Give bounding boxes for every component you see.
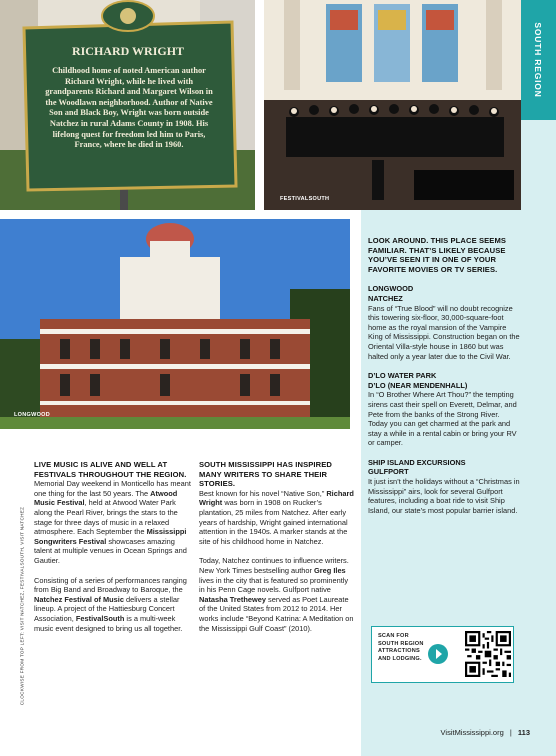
richard-wright-name: Richard Wright bbox=[199, 488, 354, 508]
dlo-title: D’LO WATER PARK bbox=[368, 371, 437, 381]
dlo-place: D’LO (NEAR MENDENHALL) bbox=[368, 380, 468, 390]
ship-island-title: SHIP ISLAND EXCURSIONS bbox=[368, 457, 466, 467]
ship-island-place: GULFPORT bbox=[368, 467, 409, 477]
article-column-music bbox=[34, 460, 192, 633]
photo-longwood-mansion bbox=[0, 219, 350, 429]
longwood-text: Fans of “True Blood” will no doubt recognize this towering six-floor, 30,000-square-foot home as the royal mansion of the Vampire King of Mississippi. Construction began on the Oriental Villa-style house in 1860 but was halted only a year later due to the Civil War. bbox=[368, 303, 520, 361]
footer-separator: | bbox=[509, 728, 512, 737]
photo-richard-wright-marker bbox=[0, 0, 255, 210]
choir-illustration bbox=[264, 0, 521, 210]
article-column-filming bbox=[368, 236, 520, 515]
photo-caption-longwood: LONGWOOD bbox=[14, 412, 51, 418]
writers-paragraph-1: Best known for his novel “Native Son,” Richard Wright was born in 1908 on Rucker’s plantation, 25 miles from Natchez. After early years of hardship, Wright gained international attention in the 1940s. A marker stands at the site of his childhood home in Natchez. bbox=[199, 488, 354, 546]
photo-festivalsouth-choir bbox=[264, 0, 521, 210]
festivalsouth-name: FestivalSouth bbox=[75, 613, 125, 623]
photo-credit: CLOCKWISE FROM TOP LEFT: VISIT NATCHEZ, FESTIVALSOUTH, VISIT NATCHEZ bbox=[19, 506, 25, 706]
dlo-text: In “O Brother Where Art Thou?” the tempting sirens cast their spell on Everett, Delmar, and Pete from the banks of the Strong River. Today you can get charmed at the park and stay a while in a rental cabin or bring your RV or camper. bbox=[368, 390, 517, 448]
filming-heading: LOOK AROUND. THIS PLACE SEEMS FAMILIAR. THAT’S LIKELY BECAUSE YOU’VE SEEN IT IN ONE OF YOUR FAVORITE MOVIES OR TV SERIES. bbox=[368, 236, 507, 274]
atwood-festival-name: Atwood Music Festival bbox=[34, 488, 178, 508]
longwood-place: NATCHEZ bbox=[368, 293, 403, 303]
songwriters-festival-name: Mississippi Songwriters Festival bbox=[34, 527, 187, 546]
music-paragraph-1: Memorial Day weekend in Monticello has meant one thing for the last 50 years. The Atwood Music Festival, held at Atwood Water Park along the Pearl River, brings the stars to the stage for three days of music in a relaxed atmosphere. Each September the Mississippi Songwriters Festival showcases amazing talent at multiple venues in Ocean Springs and Gautier. bbox=[34, 479, 191, 565]
page-number: 113 bbox=[517, 728, 530, 737]
page-footer bbox=[361, 728, 556, 737]
scan-qr-box[interactable] bbox=[371, 626, 514, 683]
longwood-title: LONGWOOD bbox=[368, 284, 414, 294]
marker-text: Childhood home of noted American author Richard Wright, while he lived with grandparents Richard and Margaret Wilson in the Woodlawn neighborhood. Author of Native Son and Black Boy, Wright was born outside Natchez in rural Adams County in 1908. His lifelong quest for freedom led him to Paris, France, where he died in 1960. bbox=[45, 66, 213, 150]
scan-text: SCAN FOR SOUTH REGION ATTRACTIONS AND LODGING. bbox=[378, 633, 424, 662]
natasha-trethewey-name: Natasha Trethewey bbox=[199, 594, 266, 604]
qr-code-icon[interactable] bbox=[465, 631, 511, 677]
section-tab-label: SOUTH REGION bbox=[533, 22, 543, 98]
ship-island-text: It just isn’t the holidays without a “Christmas in Mississippi” airs, look for several Gulfport features, including a boat ride to visit Ship Island, our state’s most popular barrier island. bbox=[368, 477, 520, 515]
music-paragraph-2: Consisting of a series of performances ranging from Big Band and Broadway to Baroque, the Natchez Festival of Music delivers a stellar lineup. A project of the Hattiesburg Concert Association, FestivalSouth is a multi-week music event designed to bring us all together. bbox=[34, 575, 187, 633]
article-column-writers bbox=[199, 460, 354, 633]
natchez-festival-name: Natchez Festival of Music bbox=[34, 594, 124, 604]
longwood-illustration bbox=[0, 219, 350, 429]
photo-caption-festivalsouth: FESTIVALSOUTH bbox=[280, 196, 330, 202]
music-heading: LIVE MUSIC IS ALIVE AND WELL AT FESTIVALS THROUGHOUT THE REGION. bbox=[34, 460, 187, 479]
writers-heading: SOUTH MISSISSIPPI HAS INSPIRED MANY WRITERS TO SHARE THEIR STORIES. bbox=[199, 460, 332, 489]
writers-paragraph-2: Today, Natchez continues to influence writers. New York Times bestselling author Greg Iles lives in the city that is featured so prominently in his Penn Cage novels. Gulfport native Natasha Trethewey served as Poet Laureate of the United States from 2012 to 2014. Her works include “Beyond Katrina: A Meditation on the Mississippi Gulf Coast” (2010). bbox=[199, 556, 354, 633]
marker-title: RICHARD WRIGHT bbox=[71, 44, 185, 58]
footer-site-link[interactable]: VisitMississippi.org bbox=[440, 728, 504, 737]
greg-iles-name: Greg Iles bbox=[314, 565, 346, 575]
arrow-right-icon bbox=[428, 644, 448, 664]
